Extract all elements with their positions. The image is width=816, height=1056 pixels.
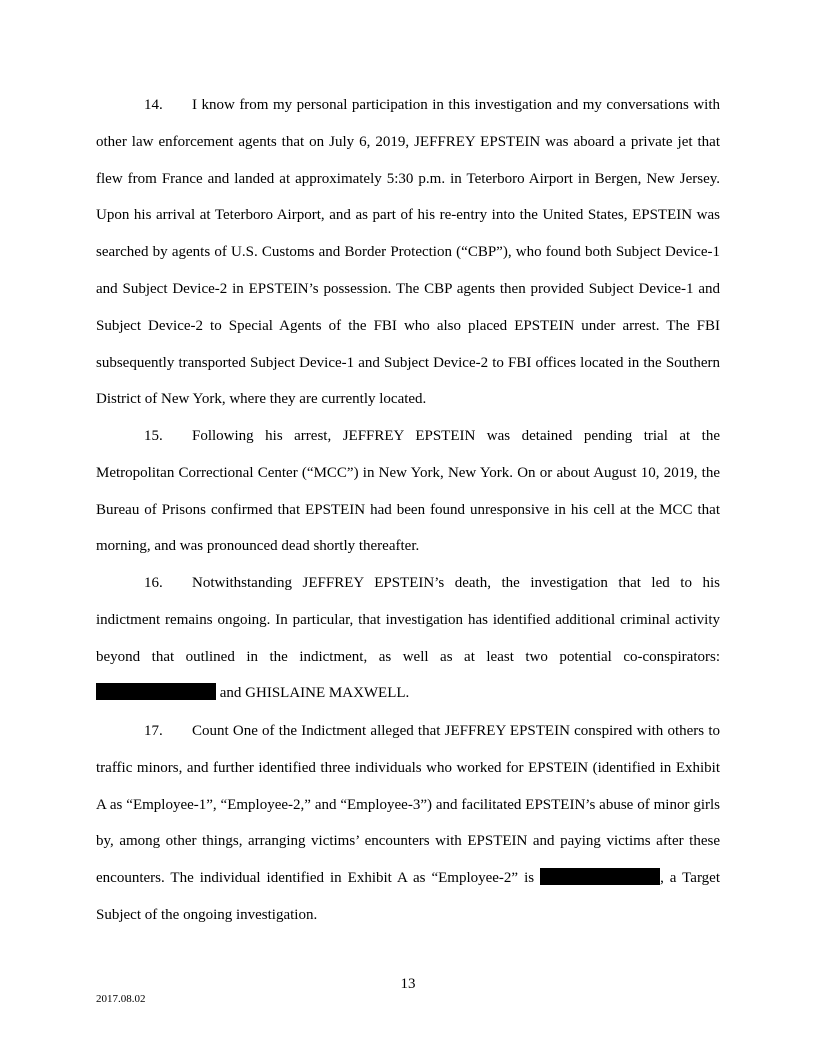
paragraph-text-continued: and GHISLAINE MAXWELL.	[216, 685, 410, 702]
paragraph-text-continued: , a Target Subject of the ongoing investigation.	[96, 870, 720, 923]
paragraph-15	[96, 418, 720, 565]
paragraph-16	[96, 565, 720, 712]
paragraph-14	[96, 87, 720, 418]
page-number: 13	[400, 976, 416, 992]
redaction-bar	[540, 868, 660, 885]
paragraph-text: Notwithstanding JEFFREY EPSTEIN’s death, the investigation that led to his indictment remains ongoing. In particular, that investigation has identified additional criminal activity beyond that outlined in the indictment, as well as at least two potential co-conspirators:	[96, 575, 720, 665]
paragraph-number: 16.	[144, 575, 163, 591]
document-date-stamp: 2017.08.02	[96, 993, 146, 1005]
paragraph-number: 15.	[144, 428, 163, 444]
paragraph-text: Following his arrest, JEFFREY EPSTEIN was detained pending trial at the Metropolitan Correctional Center (“MCC”) in New York, New York. On or about August 10, 2019, the Bureau of Prisons confirmed that EPSTEIN had been found unresponsive in his cell at the MCC that morning, and was pronounced dead shortly thereafter.	[96, 428, 720, 555]
redaction-bar	[96, 683, 216, 700]
paragraph-number: 14.	[144, 97, 163, 113]
paragraph-text: Count One of the Indictment alleged that JEFFREY EPSTEIN conspired with others to traffic minors, and further identified three individuals who worked for EPSTEIN (identified in Exhibit A as “Employee-1”, “Employee-2,” and “Employee-3”) and facilitated EPSTEIN’s abuse of minor girls by, among other things, arranging victims’ encounters with EPSTEIN and paying victims after these encounters. The individual identified in Exhibit A as “Employee-2” is	[96, 723, 720, 887]
paragraph-17	[96, 713, 720, 934]
paragraph-text: I know from my personal participation in this investigation and my conversations with other law enforcement agents that on July 6, 2019, JEFFREY EPSTEIN was aboard a private jet that flew from France and landed at approximately 5:30 p.m. in Teterboro Airport in Bergen, New Jersey. Upon his arrival at Teterboro Airport, and as part of his re-entry into the United States, EPSTEIN was searched by agents of U.S. Customs and Border Protection (“CBP”), who found both Subject Device-1 and Subject Device-2 in EPSTEIN’s possession. The CBP agents then provided Subject Device-1 and Subject Device-2 to Special Agents of the FBI who also placed EPSTEIN under arrest. The FBI subsequently transported Subject Device-1 and Subject Device-2 to FBI offices located in the Southern District of New York, where they are currently located.	[96, 97, 720, 408]
paragraph-number: 17.	[144, 723, 163, 739]
